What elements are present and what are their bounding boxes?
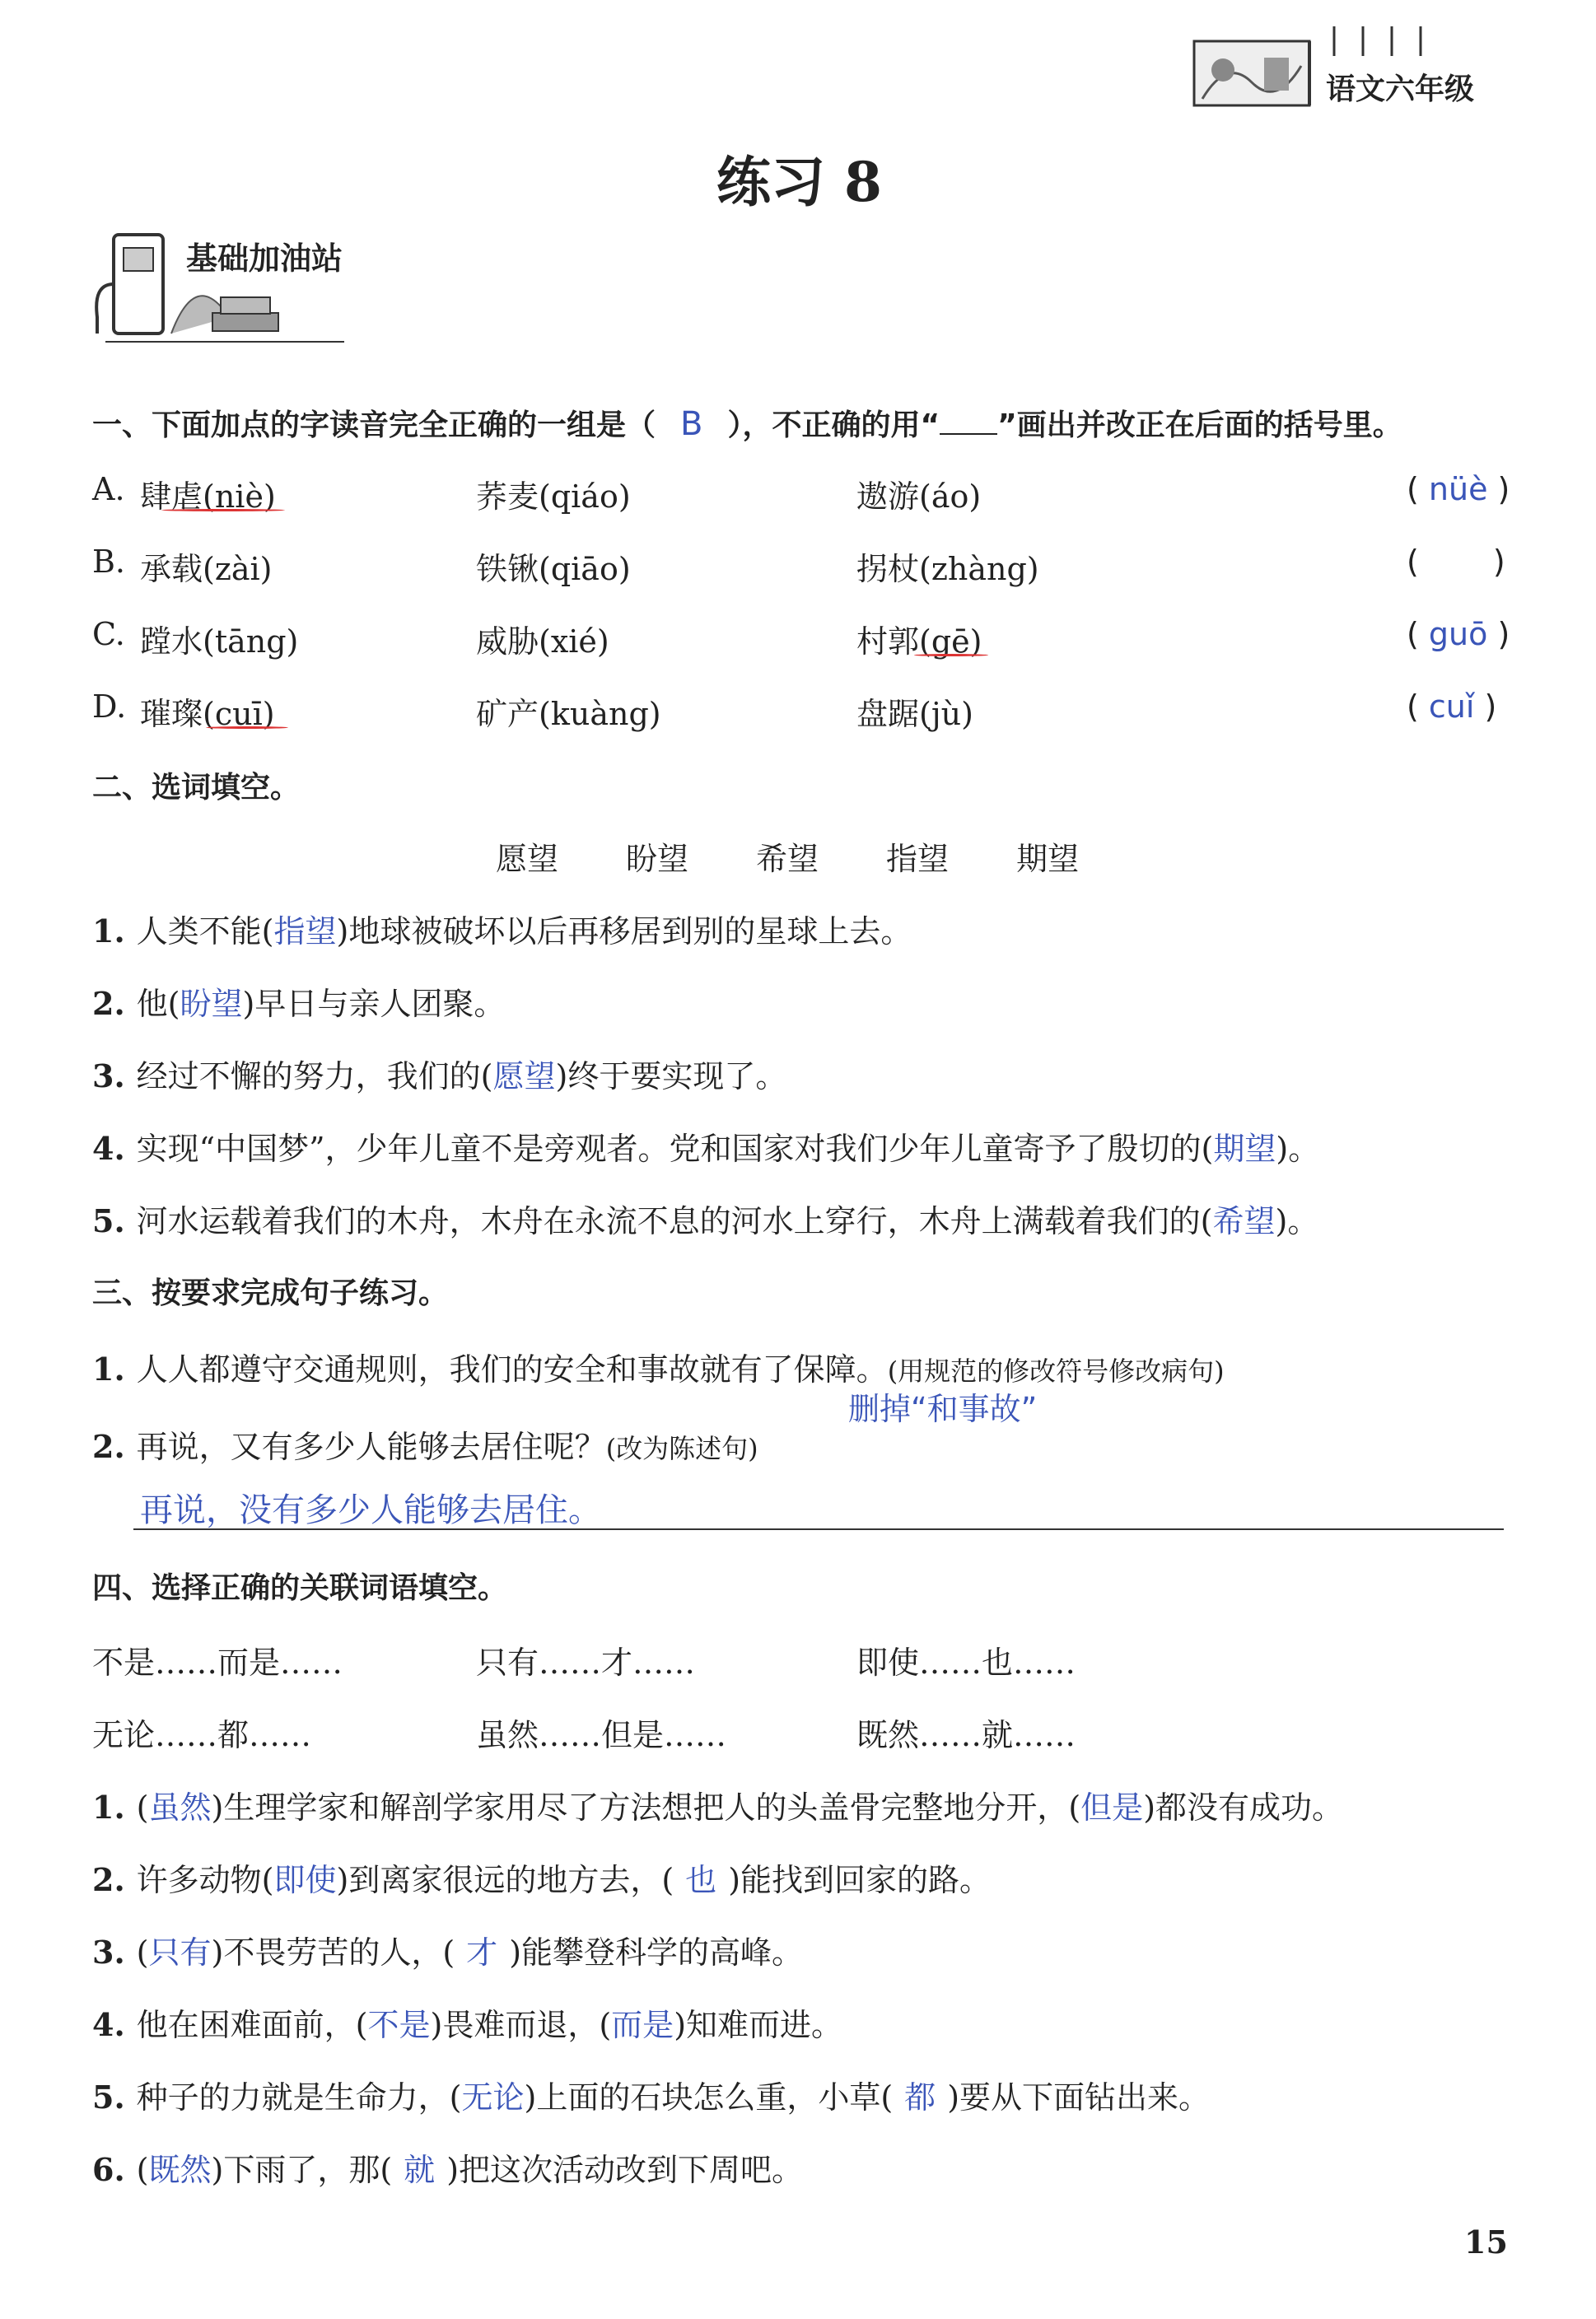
q3-answer-2: 再说，没有多少人能够去居住。	[140, 1491, 601, 1529]
word-option: 期望	[1016, 841, 1080, 877]
section-banner	[89, 218, 361, 350]
item-answer: 期望	[1213, 1131, 1276, 1167]
q1-heading-end: ”画出并改正在后面的括号里。	[997, 408, 1402, 442]
item-text: )。	[1276, 1131, 1320, 1167]
q4-option: 虽然……但是……	[476, 1717, 727, 1753]
item-answer: 而是	[611, 2007, 674, 2043]
q1-option: 铁锹(qiāo)	[476, 551, 631, 587]
item-text: )上面的石块怎么重，小草(	[524, 2079, 894, 2116]
q4-item	[92, 1999, 842, 2045]
item-text: 他在困难面前，(	[136, 2007, 368, 2043]
item-number: 1.	[92, 1789, 125, 1826]
word-option: 盼望	[626, 841, 689, 877]
item-text: (	[136, 1934, 149, 1971]
q4-item	[92, 2144, 803, 2190]
item-answer: 指望	[273, 913, 337, 950]
item-number: 1.	[92, 912, 125, 950]
item-text: 再说，又有多少人能够去居住呢？	[136, 1429, 606, 1465]
q1-correction-value: nüè	[1428, 471, 1488, 507]
item-text: )下雨了，那(	[211, 2152, 393, 2188]
item-text: )早日与亲人团聚。	[242, 986, 506, 1022]
q1-answer: B	[680, 405, 703, 443]
item-text: 许多动物(	[136, 1862, 274, 1898]
q1-option: 盘踞(jù)	[856, 696, 973, 732]
item-note: (改为陈述句)	[605, 1433, 758, 1464]
q1-correction: ( )	[1407, 544, 1505, 580]
q4-option: 不是……而是……	[92, 1645, 343, 1681]
item-text: )不畏劳苦的人，(	[211, 1934, 455, 1971]
q1-row-label: B.	[92, 544, 126, 580]
item-text: 河水运载着我们的木舟，木舟在永流不息的河水上穿行，木舟上满载着我们的(	[136, 1203, 1213, 1239]
item-text: )知难而进。	[674, 2007, 843, 2043]
header-badge	[1186, 25, 1515, 115]
q1-correction: ( guō )	[1407, 616, 1510, 652]
word-option: 希望	[756, 841, 819, 877]
q4-item	[92, 1927, 803, 1972]
subject-label: 语文六年级	[1326, 72, 1475, 106]
q3-item	[92, 1421, 758, 1467]
book-illustration-icon	[1186, 25, 1326, 115]
item-number: 3.	[92, 1934, 125, 1971]
word-option: 指望	[886, 841, 950, 877]
q1-heading	[92, 402, 1402, 444]
item-text: 实现“中国梦”，少年儿童不是旁观者。党和国家对我们少年儿童寄予了殷切的(	[136, 1131, 1214, 1167]
red-underline	[206, 726, 288, 729]
item-answer: 希望	[1212, 1203, 1276, 1239]
item-number: 1.	[92, 1351, 125, 1388]
q1-row-label: D.	[92, 688, 127, 725]
item-text: 人类不能(	[136, 913, 274, 950]
q1-option: 矿产(kuàng)	[476, 696, 661, 732]
q1-row-label: A.	[92, 471, 125, 507]
page-title: 练习 8	[716, 150, 882, 214]
binding-rings-icon	[1326, 25, 1449, 58]
item-answer: 即使	[273, 1862, 337, 1898]
item-text: 种子的力就是生命力，(	[136, 2079, 462, 2116]
q3-answer-1: 删掉“和事故”	[848, 1391, 1038, 1427]
q3-heading: 三、按要求完成句子练习。	[92, 1276, 449, 1310]
word-option: 愿望	[496, 841, 559, 877]
item-answer: 既然	[148, 2152, 212, 2188]
item-text: 经过不懈的努力，我们的(	[136, 1058, 493, 1094]
item-text: 人人都遵守交通规则，我们的安全和事故就有了保障。	[136, 1351, 888, 1388]
q4-item	[92, 1855, 991, 1900]
q1-option: 肆虐(niè)	[140, 478, 276, 515]
q2-item	[92, 978, 505, 1024]
item-answer: 也	[685, 1862, 717, 1898]
q1-option: 璀璨(cuī)	[140, 696, 275, 732]
item-text: )到离家很远的地方去，(	[336, 1862, 674, 1898]
section-banner-label: 基础加油站	[186, 240, 343, 277]
q2-item	[92, 1196, 1318, 1241]
q1-correction: ( cuǐ )	[1407, 688, 1497, 725]
q4-option: 即使……也……	[856, 1645, 1076, 1681]
page-number: 15	[1464, 2223, 1508, 2261]
q1-correction-value: guō	[1428, 616, 1488, 652]
q2-item	[92, 1051, 786, 1096]
item-number: 2.	[92, 1861, 125, 1898]
item-text: )能攀登科学的高峰。	[509, 1934, 804, 1971]
item-number: 4.	[92, 2006, 125, 2043]
item-note: (用规范的修改符号修改病句)	[887, 1355, 1225, 1387]
item-answer: 但是	[1080, 1789, 1144, 1826]
item-number: 3.	[92, 1057, 125, 1094]
q4-item	[92, 1782, 1343, 1827]
item-answer: 盼望	[180, 986, 243, 1022]
item-answer: 虽然	[148, 1789, 212, 1826]
q3-item	[92, 1344, 1225, 1389]
item-text: )能找到回家的路。	[728, 1862, 992, 1898]
q4-option: 无论……都……	[92, 1717, 312, 1753]
q4-item	[92, 2072, 1210, 2117]
item-answer: 无论	[461, 2079, 525, 2116]
item-answer: 都	[904, 2079, 936, 2116]
item-text: )生理学家和解剖学家用尽了方法想把人的头盖骨完整地分开，(	[211, 1789, 1081, 1826]
q1-heading-text: 一、下面加点的字读音完全正确的一组是（	[92, 408, 656, 442]
q2-item	[92, 1123, 1319, 1169]
item-text: )。	[1275, 1203, 1319, 1239]
q2-word-bank	[496, 833, 1079, 879]
q1-correction: ( nüè )	[1407, 471, 1510, 507]
item-text: )畏难而退，(	[430, 2007, 612, 2043]
item-text: )都没有成功。	[1143, 1789, 1344, 1826]
item-text: 他(	[136, 986, 180, 1022]
q1-correction-value: cuǐ	[1428, 688, 1475, 725]
answer-line	[133, 1528, 1504, 1530]
item-text: )终于要实现了。	[555, 1058, 787, 1094]
item-text: (	[136, 2152, 149, 2188]
item-answer: 就	[404, 2152, 436, 2188]
item-number: 2.	[92, 985, 125, 1022]
q1-option: 蹚水(tāng)	[140, 623, 299, 660]
item-answer: 不是	[367, 2007, 431, 2043]
underline-blank	[940, 408, 997, 435]
item-answer: 只有	[148, 1934, 212, 1971]
item-number: 5.	[92, 2079, 125, 2116]
red-underline	[161, 509, 285, 511]
q1-option: 威胁(xié)	[476, 623, 609, 660]
red-underline	[914, 654, 988, 656]
item-text: (	[136, 1789, 149, 1826]
q1-option: 承载(zài)	[140, 551, 273, 587]
q1-row-label: C.	[92, 616, 125, 652]
q1-option: 荞麦(qiáo)	[476, 478, 631, 515]
item-text: )要从下面钻出来。	[947, 2079, 1211, 2116]
item-number: 2.	[92, 1428, 125, 1465]
item-answer: 才	[466, 1934, 498, 1971]
q2-heading: 二、选词填空。	[92, 771, 301, 805]
q1-heading-mid: ），不正确的用“	[727, 408, 940, 442]
item-text: )地球被破坏以后再移居到别的星球上去。	[336, 913, 912, 950]
item-number: 5.	[92, 1202, 125, 1239]
q4-option: 只有……才……	[476, 1645, 696, 1681]
q2-item	[92, 906, 912, 951]
item-number: 6.	[92, 2151, 125, 2188]
q4-heading: 四、选择正确的关联词语填空。	[92, 1571, 508, 1605]
q1-option: 拐杖(zhàng)	[856, 551, 1039, 587]
item-text: )把这次活动改到下周吧。	[446, 2152, 804, 2188]
q4-option: 既然……就……	[856, 1717, 1076, 1753]
q1-option: 村郭(gē)	[856, 623, 982, 660]
item-answer: 愿望	[492, 1058, 556, 1094]
q1-option: 遨游(áo)	[856, 478, 982, 515]
item-number: 4.	[92, 1130, 125, 1167]
